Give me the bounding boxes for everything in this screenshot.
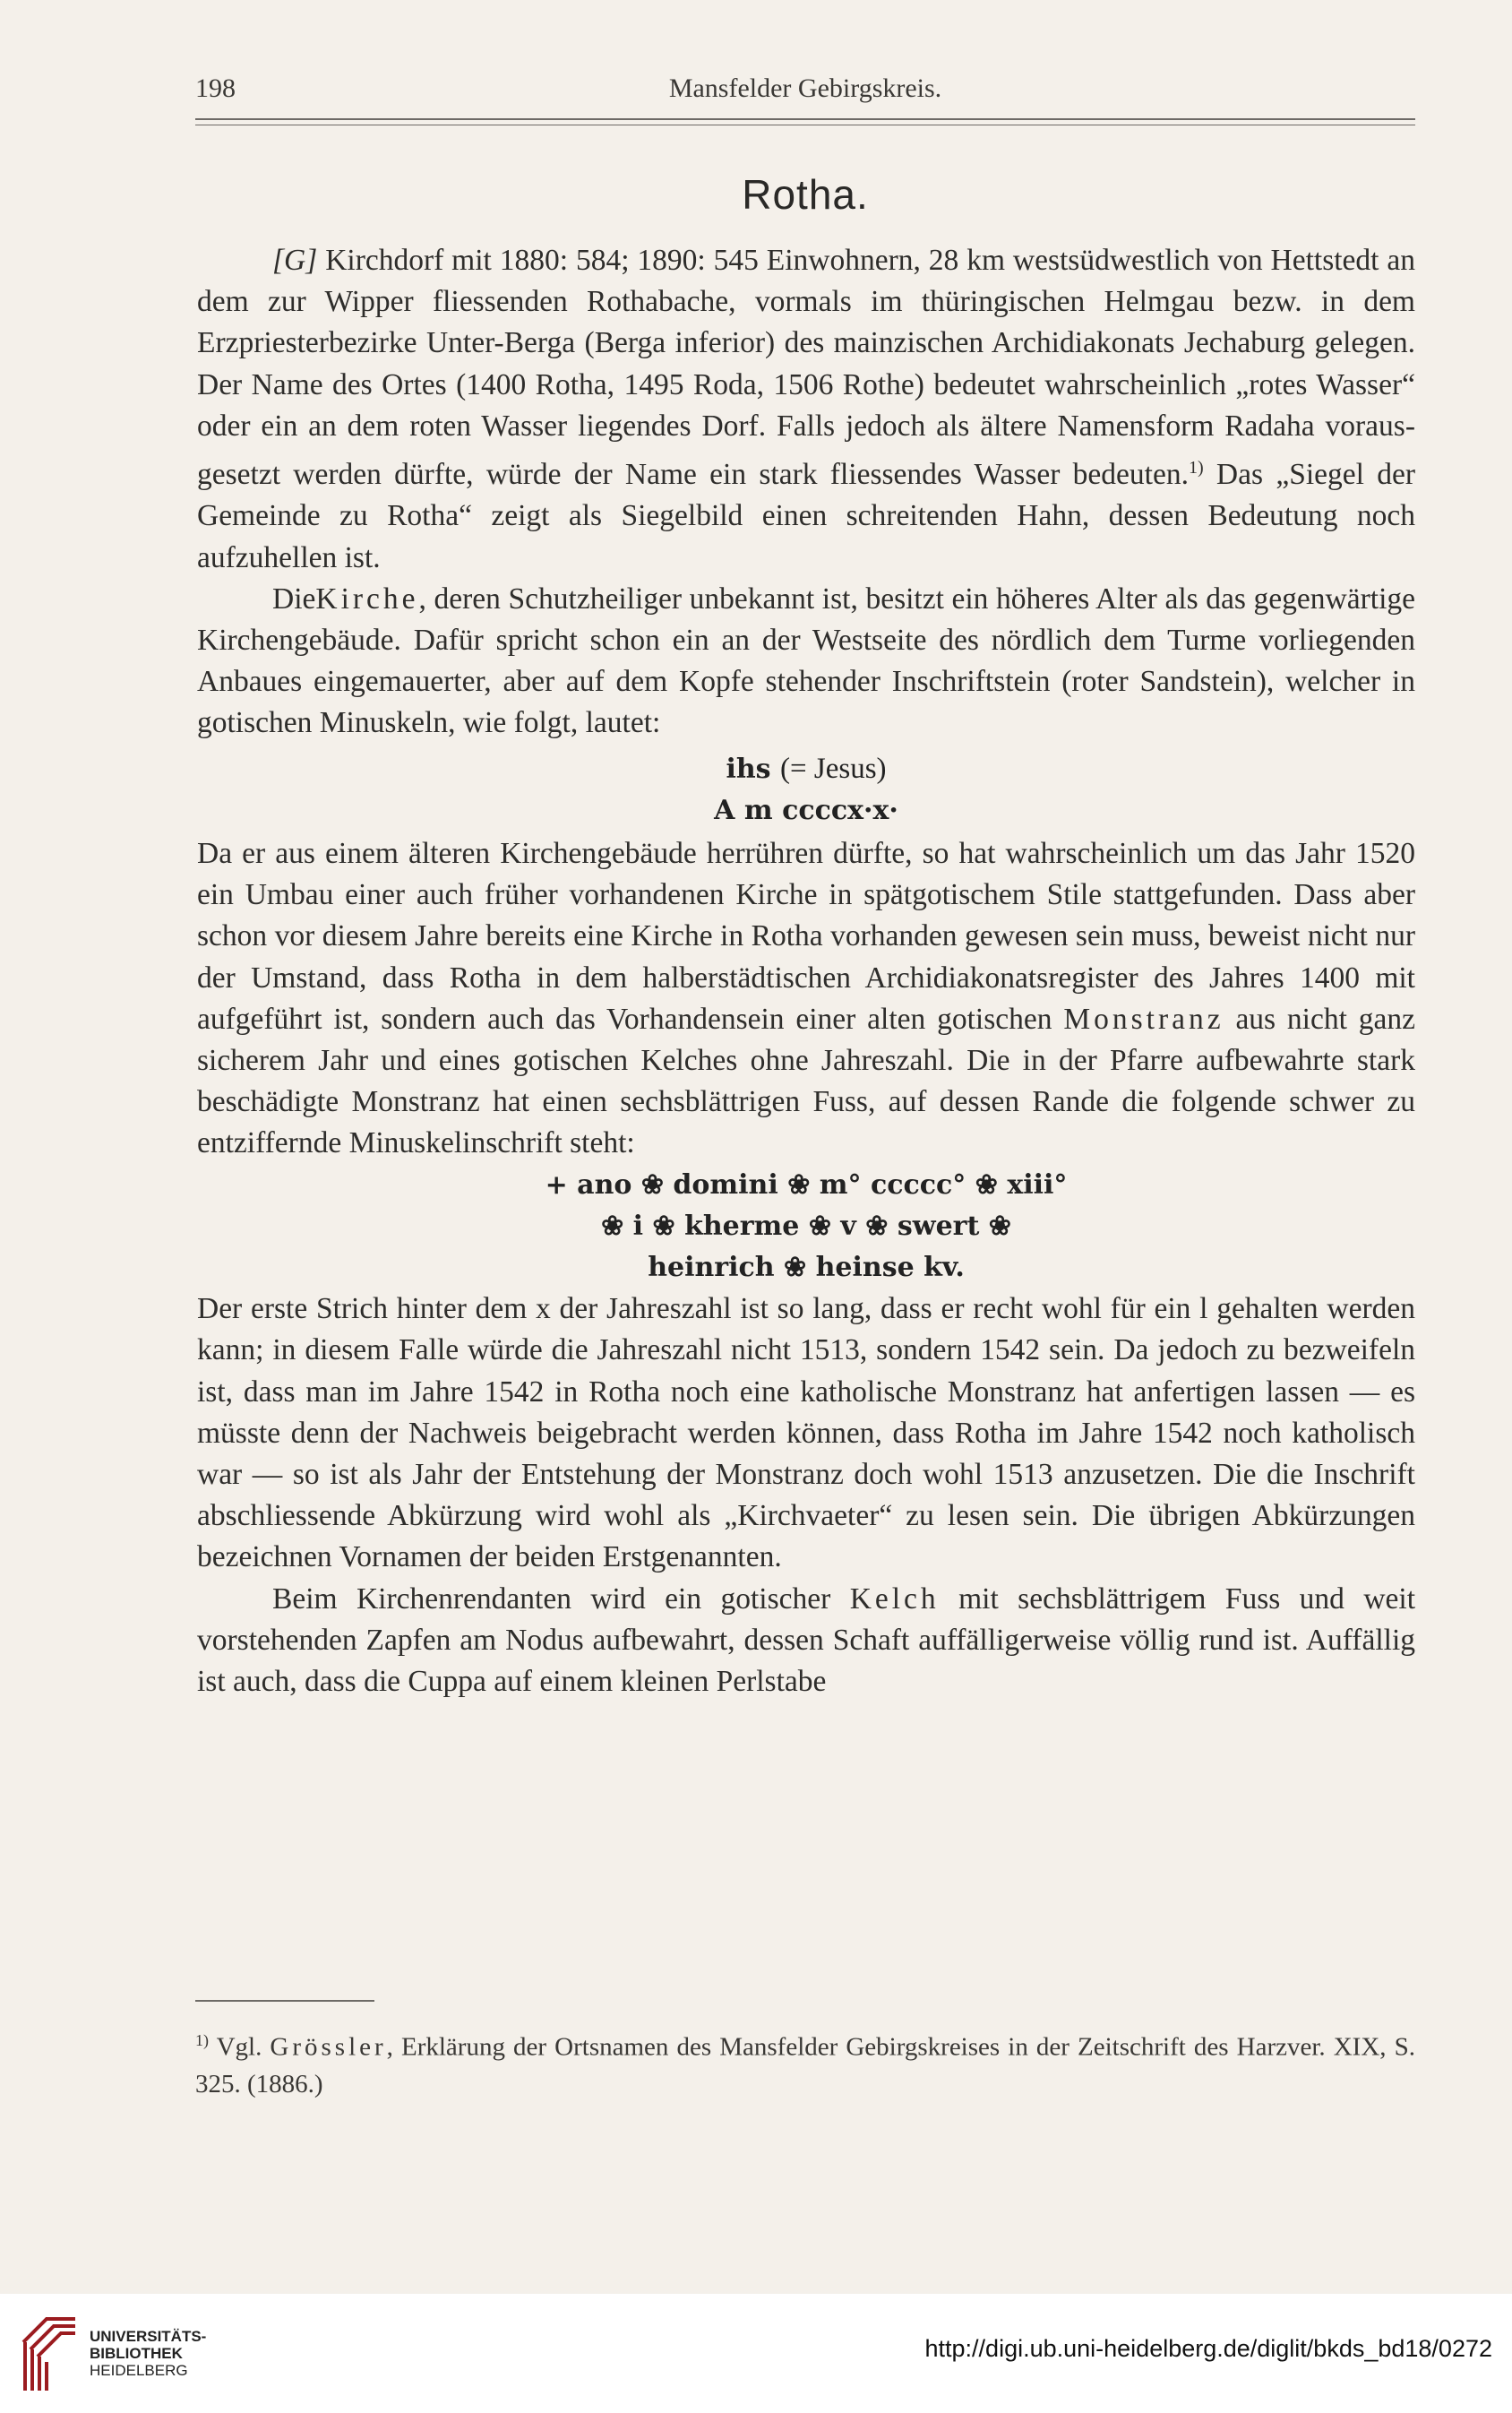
paragraph-text: Das „Siegel der Gemeinde zu Rotha“ zeigt als Siegelbild einen schreitenden Hahn, dessen Bedeutung noch aufzuhellen ist. xyxy=(197,458,1415,574)
paragraph-text: aus nicht ganz sicherem Jahr und eines gotischen Kelches ohne Jahreszahl. Die in der Pfarre aufbewahrte stark beschädigte Monstranz hat einen sechsblättrigen Fuss, auf dessen Rande die folgende schwer zu entziffernde Minuskelinschrift steht: xyxy=(197,1002,1415,1160)
library-name-line: UNIVERSITÄTS- xyxy=(90,2328,207,2345)
running-title: Mansfelder Gebirgskreis. xyxy=(668,73,942,103)
inscription-line: + ano ❀ domini ❀ m° ccccc° ❀ xiii° xyxy=(545,1168,1068,1201)
paragraph-text: mit sechsblättrigem Fuss und weit vorstehenden Zapfen am Nodus aufbewahrt, dessen Schaft auffälligerweise völlig rund ist. Auffällig ist auch, dass die Cuppa auf einem kleinen Perlstabe xyxy=(197,1581,1415,1699)
footnote xyxy=(195,2022,1415,2103)
page-header xyxy=(195,73,1415,118)
header-rule xyxy=(195,118,1415,120)
footnote-text: Vgl. xyxy=(216,2032,262,2062)
library-name xyxy=(90,2328,206,2379)
paragraph-text: Beim Kirchenrendanten wird ein gotischer xyxy=(272,1581,831,1616)
paragraph-text: Die xyxy=(272,582,316,616)
spaced-term: Kelch xyxy=(849,1581,940,1616)
inscription-line: ❀ i ❀ kherme ❀ v ❀ swert ❀ xyxy=(601,1210,1011,1242)
paragraph-text: Kirchdorf mit 1880: 584; 1890: 545 Einwohnern, 28 km westsüdwestlich von Hettstedt an dem zur Wipper fliessenden Rothabache, vormals im thüringischen Helmgau bezw. in dem Erzpriesterbezirke Unter-Berga (Berga inferior) des mainzischen Archidiakonats Jechaburg gelegen. Der Name des Ortes (1400 Rotha, 1495 Roda, 1506 Rothe) bedeutet wahrscheinlich „rotes Wasser“ oder ein an dem roten Wasser liegendes Dorf. Falls jedoch als ältere Namensform Radaha vorausgesetzt werden dürfte, würde der Name ein stark fliessendes Wasser bedeuten. xyxy=(197,244,1416,492)
source-tag: [G] xyxy=(272,244,318,277)
permalink[interactable]: http://digi.ub.uni-heidelberg.de/diglit/bkds_bd18/0272 xyxy=(924,2335,1492,2362)
footnote-ref[interactable]: 1) xyxy=(1188,458,1204,478)
section-title: Rotha. xyxy=(742,171,869,218)
body-text xyxy=(197,240,1415,1702)
paragraph-strich xyxy=(197,1288,1415,1578)
paragraph-kirche xyxy=(197,579,1415,745)
library-footer xyxy=(0,2294,1512,2413)
paragraph-text: Der erste Strich hinter dem x der Jahreszahl ist so lang, dass er recht wohl für ein l gehalten werden kann; in diesem Falle würde die Jahreszahl nicht 1513, sondern 1542 sein. Da jedoch zu bezweifeln ist, dass man im Jahre 1542 in Rotha noch eine katholische Monstranz hat anfertigen lassen — es müsste denn der Nachweis beigebracht werden können, dass Rotha im Jahre 1542 noch katholisch war — so ist als Jahr der Entstehung der Monstranz doch wohl 1513 anzusetzen. Die die Inschrift abschliessende Abkürzung wird wohl als „Kirchvaeter“ zu lesen sein. Die übrigen Abkürzungen bezeichnen Vornamen der beiden Erstgenannten. xyxy=(197,1292,1415,1574)
inscription-note: (= Jesus) xyxy=(780,752,887,785)
inscription-line xyxy=(197,748,1415,790)
library-name-line: HEIDELBERG xyxy=(90,2362,188,2379)
paragraph-kelch xyxy=(197,1579,1415,1703)
paragraph-text: Da er aus einem älteren Kirchengebäude herrühren dürfte, so hat wahrscheinlich um das Jahr 1520 ein Umbau einer auch früher vorhandenen Kirche in spätgotischem Stile stattgefunden. Dass aber schon vor diesem Jahre bereits eine Kirche in Rotha vorhanden gewesen sein muss, beweist nicht nur der Umstand, dass Rotha in dem halberstädtischen Archidiakonatsregister des Jahres 1400 mit aufgeführt ist, sondern auch das Vorhandensein einer alten gotischen xyxy=(197,837,1415,1036)
paragraph-monstranz xyxy=(197,833,1415,1165)
footnote-text: , Erklärung der Ortsnamen des Mansfelder Gebirgskreises in der Zeitschrift des Harzver. XIX, S. 325. (1886.) xyxy=(195,2032,1415,2098)
footnote-marker: 1) xyxy=(195,2031,209,2049)
inscription-stone xyxy=(197,748,1415,832)
paragraph-text: , deren Schutzheiliger unbekannt ist, besitzt ein höheres Alter als das gegenwärtige Kirchengebäude. Dafür spricht schon ein an der Westseite des nördlich dem Turme vorliegenden Anbaues eingemauerter, aber auf dem Kopfe stehender Inschriftstein (roter Sandstein), welcher in gotischen Minuskeln, wie folgt, lautet: xyxy=(197,582,1415,740)
gothic-text: ihs xyxy=(726,753,771,785)
spaced-term: Kirche xyxy=(315,582,419,616)
page-number: 198 xyxy=(195,73,236,103)
inscription-line: A m ccccx·x· xyxy=(714,794,898,826)
spaced-term: Grössler xyxy=(270,2032,387,2062)
spaced-term: Monstranz xyxy=(1063,1002,1224,1036)
library-name-line: BIBLIOTHEK xyxy=(90,2345,183,2362)
footnote-rule xyxy=(195,2000,374,2002)
inscription-line: heinrich ❀ heinse kv. xyxy=(648,1252,965,1284)
paragraph-intro xyxy=(197,240,1415,579)
ub-heidelberg-logo-icon[interactable] xyxy=(20,2315,79,2394)
inscription-monstranz xyxy=(197,1165,1415,1289)
